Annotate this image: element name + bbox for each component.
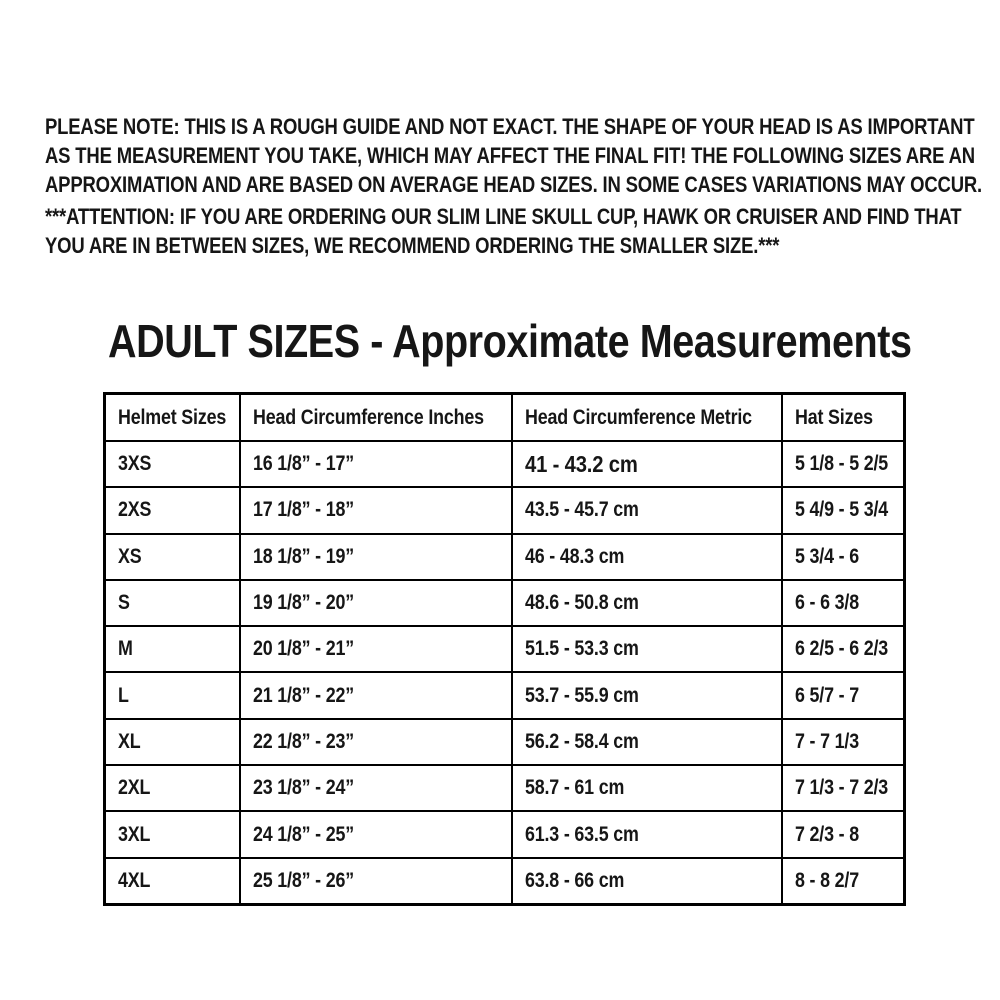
inches-cell: 17 1/8” - 18” bbox=[240, 487, 512, 533]
table-row bbox=[105, 765, 905, 811]
metric-cell: 46 - 48.3 cm bbox=[512, 534, 782, 580]
inches-cell: 20 1/8” - 21” bbox=[240, 626, 512, 672]
table-header-row bbox=[105, 394, 905, 442]
note-line: APPROXIMATION AND ARE BASED ON AVERAGE HEAD SIZES. IN SOME CASES VARIATIONS MAY OCCUR. bbox=[45, 172, 983, 197]
table-row bbox=[105, 672, 905, 718]
table-row bbox=[105, 487, 905, 533]
metric-cell: 61.3 - 63.5 cm bbox=[512, 811, 782, 857]
page-title: ADULT SIZES - Approximate Measurements bbox=[108, 315, 912, 367]
table-row bbox=[105, 626, 905, 672]
header-circumference-inches: Head Circumference Inches bbox=[240, 394, 512, 442]
metric-cell: 51.5 - 53.3 cm bbox=[512, 626, 782, 672]
metric-cell: 43.5 - 45.7 cm bbox=[512, 487, 782, 533]
table-row bbox=[105, 580, 905, 626]
helmet-size-cell: 3XS bbox=[105, 441, 240, 487]
inches-cell: 22 1/8” - 23” bbox=[240, 719, 512, 765]
table-row bbox=[105, 811, 905, 857]
inches-cell: 23 1/8” - 24” bbox=[240, 765, 512, 811]
hat-size-cell: 5 3/4 - 6 bbox=[782, 534, 905, 580]
attention-line: YOU ARE IN BETWEEN SIZES, WE RECOMMEND ORDERING THE SMALLER SIZE.*** bbox=[45, 233, 780, 258]
inches-cell: 21 1/8” - 22” bbox=[240, 672, 512, 718]
metric-cell: 48.6 - 50.8 cm bbox=[512, 580, 782, 626]
hat-size-cell: 6 5/7 - 7 bbox=[782, 672, 905, 718]
helmet-size-cell: 2XS bbox=[105, 487, 240, 533]
header-hat-sizes: Hat Sizes bbox=[782, 394, 905, 442]
helmet-size-cell: 4XL bbox=[105, 858, 240, 905]
helmet-size-cell: L bbox=[105, 672, 240, 718]
inches-cell: 25 1/8” - 26” bbox=[240, 858, 512, 905]
inches-cell: 19 1/8” - 20” bbox=[240, 580, 512, 626]
header-helmet-sizes: Helmet Sizes bbox=[105, 394, 240, 442]
inches-cell: 24 1/8” - 25” bbox=[240, 811, 512, 857]
helmet-size-cell: M bbox=[105, 626, 240, 672]
header-circumference-metric: Head Circumference Metric bbox=[512, 394, 782, 442]
hat-size-cell: 5 1/8 - 5 2/5 bbox=[782, 441, 905, 487]
metric-cell: 53.7 - 55.9 cm bbox=[512, 672, 782, 718]
inches-cell: 18 1/8” - 19” bbox=[240, 534, 512, 580]
helmet-size-cell: S bbox=[105, 580, 240, 626]
hat-size-cell: 7 1/3 - 7 2/3 bbox=[782, 765, 905, 811]
table-row bbox=[105, 719, 905, 765]
note-line: AS THE MEASUREMENT YOU TAKE, WHICH MAY AFFECT THE FINAL FIT! THE FOLLOWING SIZES ARE AN bbox=[45, 143, 975, 168]
helmet-size-cell: XS bbox=[105, 534, 240, 580]
metric-cell: 56.2 - 58.4 cm bbox=[512, 719, 782, 765]
hat-size-cell: 7 - 7 1/3 bbox=[782, 719, 905, 765]
attention-paragraph bbox=[45, 202, 1000, 260]
inches-cell: 16 1/8” - 17” bbox=[240, 441, 512, 487]
table-row bbox=[105, 441, 905, 487]
hat-size-cell: 6 2/5 - 6 2/3 bbox=[782, 626, 905, 672]
helmet-size-cell: 2XL bbox=[105, 765, 240, 811]
metric-cell: 63.8 - 66 cm bbox=[512, 858, 782, 905]
hat-size-cell: 5 4/9 - 5 3/4 bbox=[782, 487, 905, 533]
attention-line: ***ATTENTION: IF YOU ARE ORDERING OUR SLIM LINE SKULL CUP, HAWK OR CRUISER AND FIND THAT bbox=[45, 204, 962, 229]
hat-size-cell: 8 - 8 2/7 bbox=[782, 858, 905, 905]
hat-size-cell: 7 2/3 - 8 bbox=[782, 811, 905, 857]
helmet-size-cell: 3XL bbox=[105, 811, 240, 857]
hat-size-cell: 6 - 6 3/8 bbox=[782, 580, 905, 626]
table-row bbox=[105, 858, 905, 905]
adult-sizes-table bbox=[103, 392, 906, 906]
table-row bbox=[105, 534, 905, 580]
helmet-size-cell: XL bbox=[105, 719, 240, 765]
note-line: PLEASE NOTE: THIS IS A ROUGH GUIDE AND NOT EXACT. THE SHAPE OF YOUR HEAD IS AS IMPORTANT bbox=[45, 114, 975, 139]
metric-cell: 58.7 - 61 cm bbox=[512, 765, 782, 811]
metric-cell-emphasized: 41 - 43.2 cm bbox=[512, 441, 782, 487]
please-note-paragraph bbox=[45, 112, 1000, 199]
